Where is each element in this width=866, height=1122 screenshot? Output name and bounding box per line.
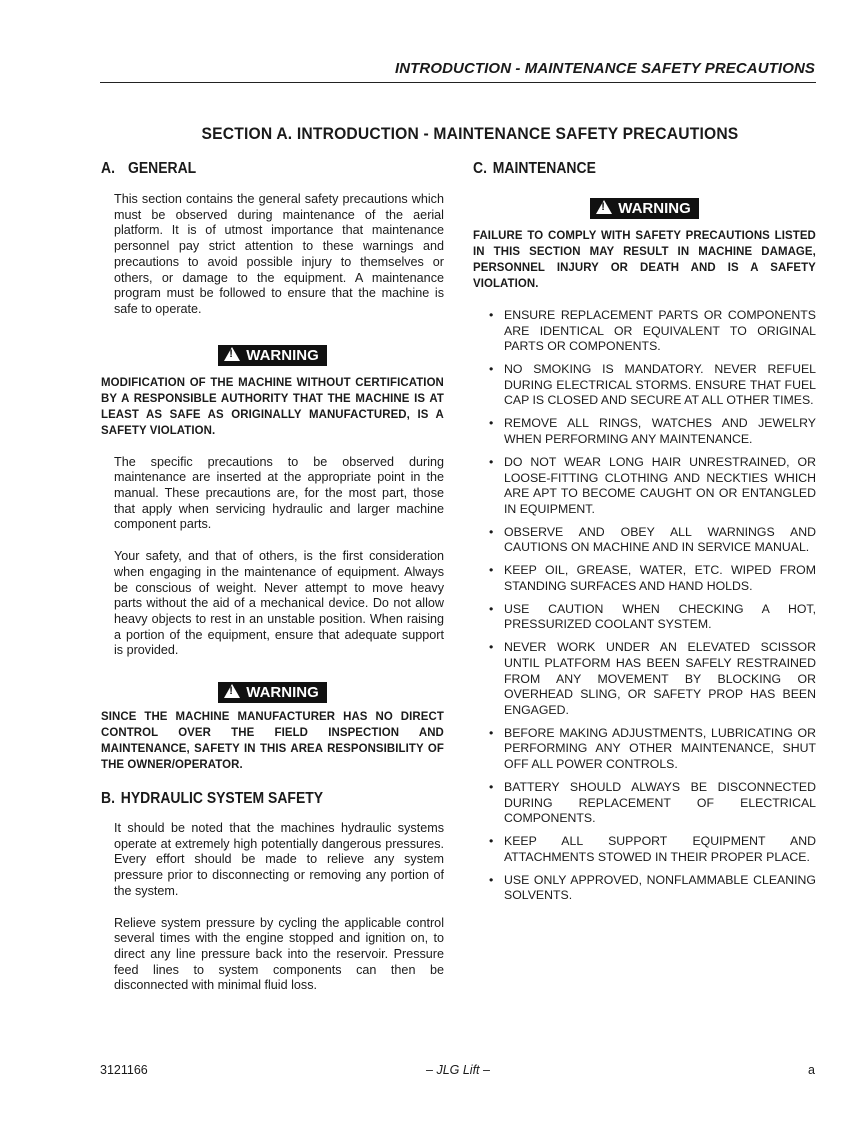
left-column	[101, 160, 444, 994]
warning-text-1: MODIFICATION OF THE MACHINE WITHOUT CERTIFICATION BY A RESPONSIBLE AUTHORITY THAT THE MACHINE IS AT LEAST AS SAFE AS ORIGINALLY MANUFACTURED, IS A SAFETY VIOLATION.	[101, 374, 444, 437]
general-heading-letter: A.	[101, 160, 115, 177]
warning-text-3: FAILURE TO COMPLY WITH SAFETY PRECAUTIONS LISTED IN THIS SECTION MAY RESULT IN MACHINE DAMAGE, PERSONNEL INJURY OR DEATH AND IS A SAFETY VIOLATION.	[473, 228, 816, 290]
general-paragraph: This section contains the general safety precautions which must be observed during maintenance of the aerial platform. It is of utmost importance that maintenance personnel pay strict attention to these warnings and precautions to avoid possible injury to themselves or others, or damage to the equipment. A maintenance program must be followed to ensure that the machine is safe to operate.	[114, 192, 444, 316]
hydraulic-paragraph-1: It should be noted that the machines hydraulic systems operate at extremely high potentially dangerous pressures. Every effort should be made to relieve any system pressure prior to disconnecting or removing any portion of the system.	[114, 821, 444, 898]
warning-label-1	[218, 345, 327, 366]
maintenance-bullet-list	[473, 308, 816, 904]
maintenance-heading	[473, 160, 782, 178]
hydraulic-heading-text: HYDRAULIC SYSTEM SAFETY	[120, 790, 324, 808]
warning-label-2	[218, 682, 327, 703]
general-heading	[101, 160, 410, 178]
list-item: • USE ONLY APPROVED, NONFLAMMABLE CLEANING SOLVENTS.	[489, 872, 816, 903]
list-item: • NO SMOKING IS MANDATORY. NEVER REFUEL DURING ELECTRICAL STORMS. ENSURE THAT FUEL CAP IS CLOSED AND SECURE AT ALL OTHER TIMES.	[489, 362, 816, 408]
list-item: • USE CAUTION WHEN CHECKING A HOT, PRESSURIZED COOLANT SYSTEM.	[489, 601, 816, 632]
general-heading-text: GENERAL	[128, 160, 197, 177]
warning-box-3	[473, 198, 816, 219]
section-title: SECTION A. INTRODUCTION - MAINTENANCE SAFETY PRECAUTIONS	[201, 124, 739, 143]
list-item: • NEVER WORK UNDER AN ELEVATED SCISSOR UNTIL PLATFORM HAS BEEN SAFELY RESTRAINED FROM ANY MOVEMENT BY BLOCKING OR OVERHEAD SLING, OR SAFETY PROP HAS BEEN ENGAGED.	[489, 640, 816, 717]
hydraulic-heading-letter: B.	[101, 790, 115, 808]
list-item: • OBSERVE AND OBEY ALL WARNINGS AND CAUTIONS ON MACHINE AND IN SERVICE MANUAL.	[489, 524, 816, 555]
right-column	[473, 160, 816, 911]
maintenance-heading-text: MAINTENANCE	[492, 160, 596, 177]
warning-label-text-3: WARNING	[618, 200, 691, 217]
footer-publisher: – JLG Lift –	[426, 1063, 490, 1077]
general-paragraph-3: Your safety, and that of others, is the first consideration when engaging in the maintenance of equipment. Always be conscious of weight. Never attempt to move heavy parts without the aid of a mechanical device. Do not allow heavy objects to rest in an unstable position. When raising a portion of the equipment, ensure that adequate support is provided.	[114, 549, 444, 658]
running-header: INTRODUCTION - MAINTENANCE SAFETY PRECAUTIONS	[394, 60, 815, 77]
warning-text-2: SINCE THE MACHINE MANUFACTURER HAS NO DIRECT CONTROL OVER THE FIELD INSPECTION AND MAINTENANCE, SAFETY IN THIS AREA RESPONSIBILITY OF THE OWNER/OPERATOR.	[101, 709, 444, 772]
header-rule	[100, 82, 816, 83]
warning-label-3	[590, 198, 699, 219]
list-item: • DO NOT WEAR LONG HAIR UNRESTRAINED, OR LOOSE-FITTING CLOTHING AND NECKTIES WHICH ARE APT TO BECOME CAUGHT ON OR ENTANGLED IN EQUIPMENT.	[489, 454, 816, 516]
hydraulic-heading	[101, 790, 410, 808]
warning-label-text-2: WARNING	[246, 684, 319, 702]
list-item: • BATTERY SHOULD ALWAYS BE DISCONNECTED DURING REPLACEMENT OF ELECTRICAL COMPONENTS.	[489, 779, 816, 826]
list-item: • KEEP ALL SUPPORT EQUIPMENT AND ATTACHMENTS STOWED IN THEIR PROPER PLACE.	[489, 834, 816, 864]
footer-doc-number: 3121166	[100, 1063, 148, 1077]
list-item: • ENSURE REPLACEMENT PARTS OR COMPONENTS ARE IDENTICAL OR EQUIVALENT TO ORIGINAL PARTS OR COMPONENTS.	[489, 308, 816, 354]
warning-triangle-icon	[596, 200, 612, 214]
list-item: • KEEP OIL, GREASE, WATER, ETC. WIPED FROM STANDING SURFACES AND HAND HOLDS.	[489, 563, 816, 593]
list-item: • REMOVE ALL RINGS, WATCHES AND JEWELRY WHEN PERFORMING ANY MAINTENANCE.	[489, 416, 816, 446]
maintenance-heading-letter: C.	[473, 160, 487, 177]
warning-triangle-icon	[224, 684, 240, 698]
warning-box-1	[101, 345, 444, 366]
general-paragraph-2: The specific precautions to be observed during maintenance are inserted at the appropriate point in the manual. These precautions are, for the most part, those that apply when servicing hydraulic and larger machine component parts.	[114, 454, 444, 532]
warning-triangle-icon	[224, 347, 240, 361]
footer-page-number: a	[808, 1063, 815, 1077]
hydraulic-paragraph-2: Relieve system pressure by cycling the applicable control several times with the engine stopped and ignition on, to direct any line pressure back into the reservoir. Pressure feed lines to system components can then be disconnected with minimal fluid loss.	[114, 915, 444, 993]
warning-box-2	[101, 682, 444, 703]
list-item: • BEFORE MAKING ADJUSTMENTS, LUBRICATING OR PERFORMING ANY OTHER MAINTENANCE, SHUT OFF ALL POWER CONTROLS.	[489, 725, 816, 771]
warning-label-text-1: WARNING	[246, 346, 319, 364]
